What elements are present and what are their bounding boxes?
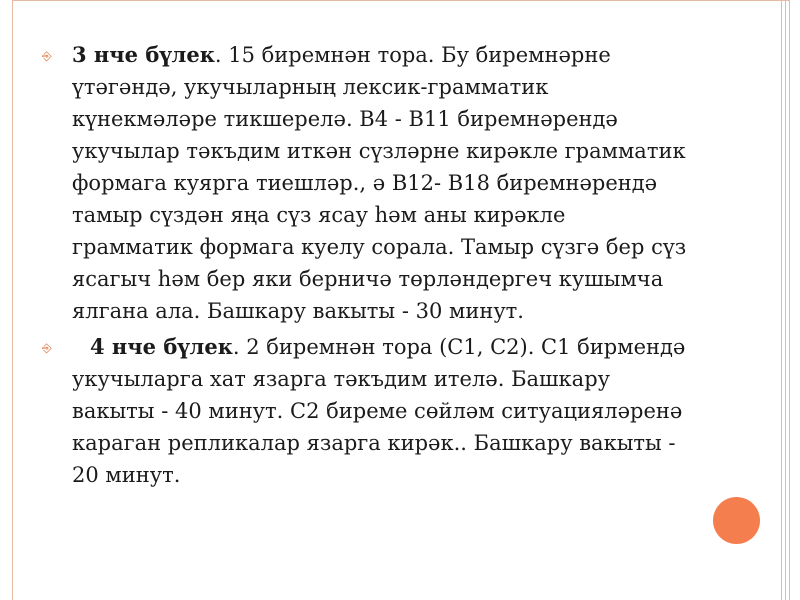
bullet-item-section-3 [42,39,692,327]
frame-right-line-middle [785,0,786,600]
section-body: . 2 биремнән тора (С1, С2). С1 бирмендә укучыларга хат язарга тәкъдим ителә. Башкару вакыты - 40 минут. С2 биреме сөйләм ситуацияләренә караган репликалар язарга кирәк.. Башкару вакыты - 20 минут. [72,335,686,487]
orange-circle-decoration [713,497,760,544]
section-heading: 4 нче бүлек [90,334,233,359]
bullet-text [72,331,692,491]
frame-right-line-outer [789,0,790,600]
bullet-icon: ⎆ [42,341,52,355]
bullet-text [72,39,692,327]
section-heading: 3 нче бүлек [72,42,215,67]
bullet-item-section-4 [42,331,692,491]
frame-top-line [12,0,790,1]
frame-right-line-inner [781,0,782,600]
bullet-icon: ⎆ [42,49,52,63]
slide-content [42,39,692,495]
frame-left-line [12,0,13,600]
section-body: . 15 биремнән тора. Бу биремнәрне үтәгәндә, укучыларның лексик-грамматик күнекмәләре тикшерелә. В4 - В11 биремнәрендә укучылар тәкъдим иткән сүзләрне кирәкле грамматик формага куярга тиешләр., ә В12- В18 биремнәрендә тамыр сүздән яңа сүз ясау һәм аны кирәкле грамматик формага куелу сорала. Тамыр сүзгә бер сүз ясагыч һәм бер яки берничә төрләндергеч кушымча ялгана ала. Башкару вакыты - 30 минут. [72,43,687,323]
